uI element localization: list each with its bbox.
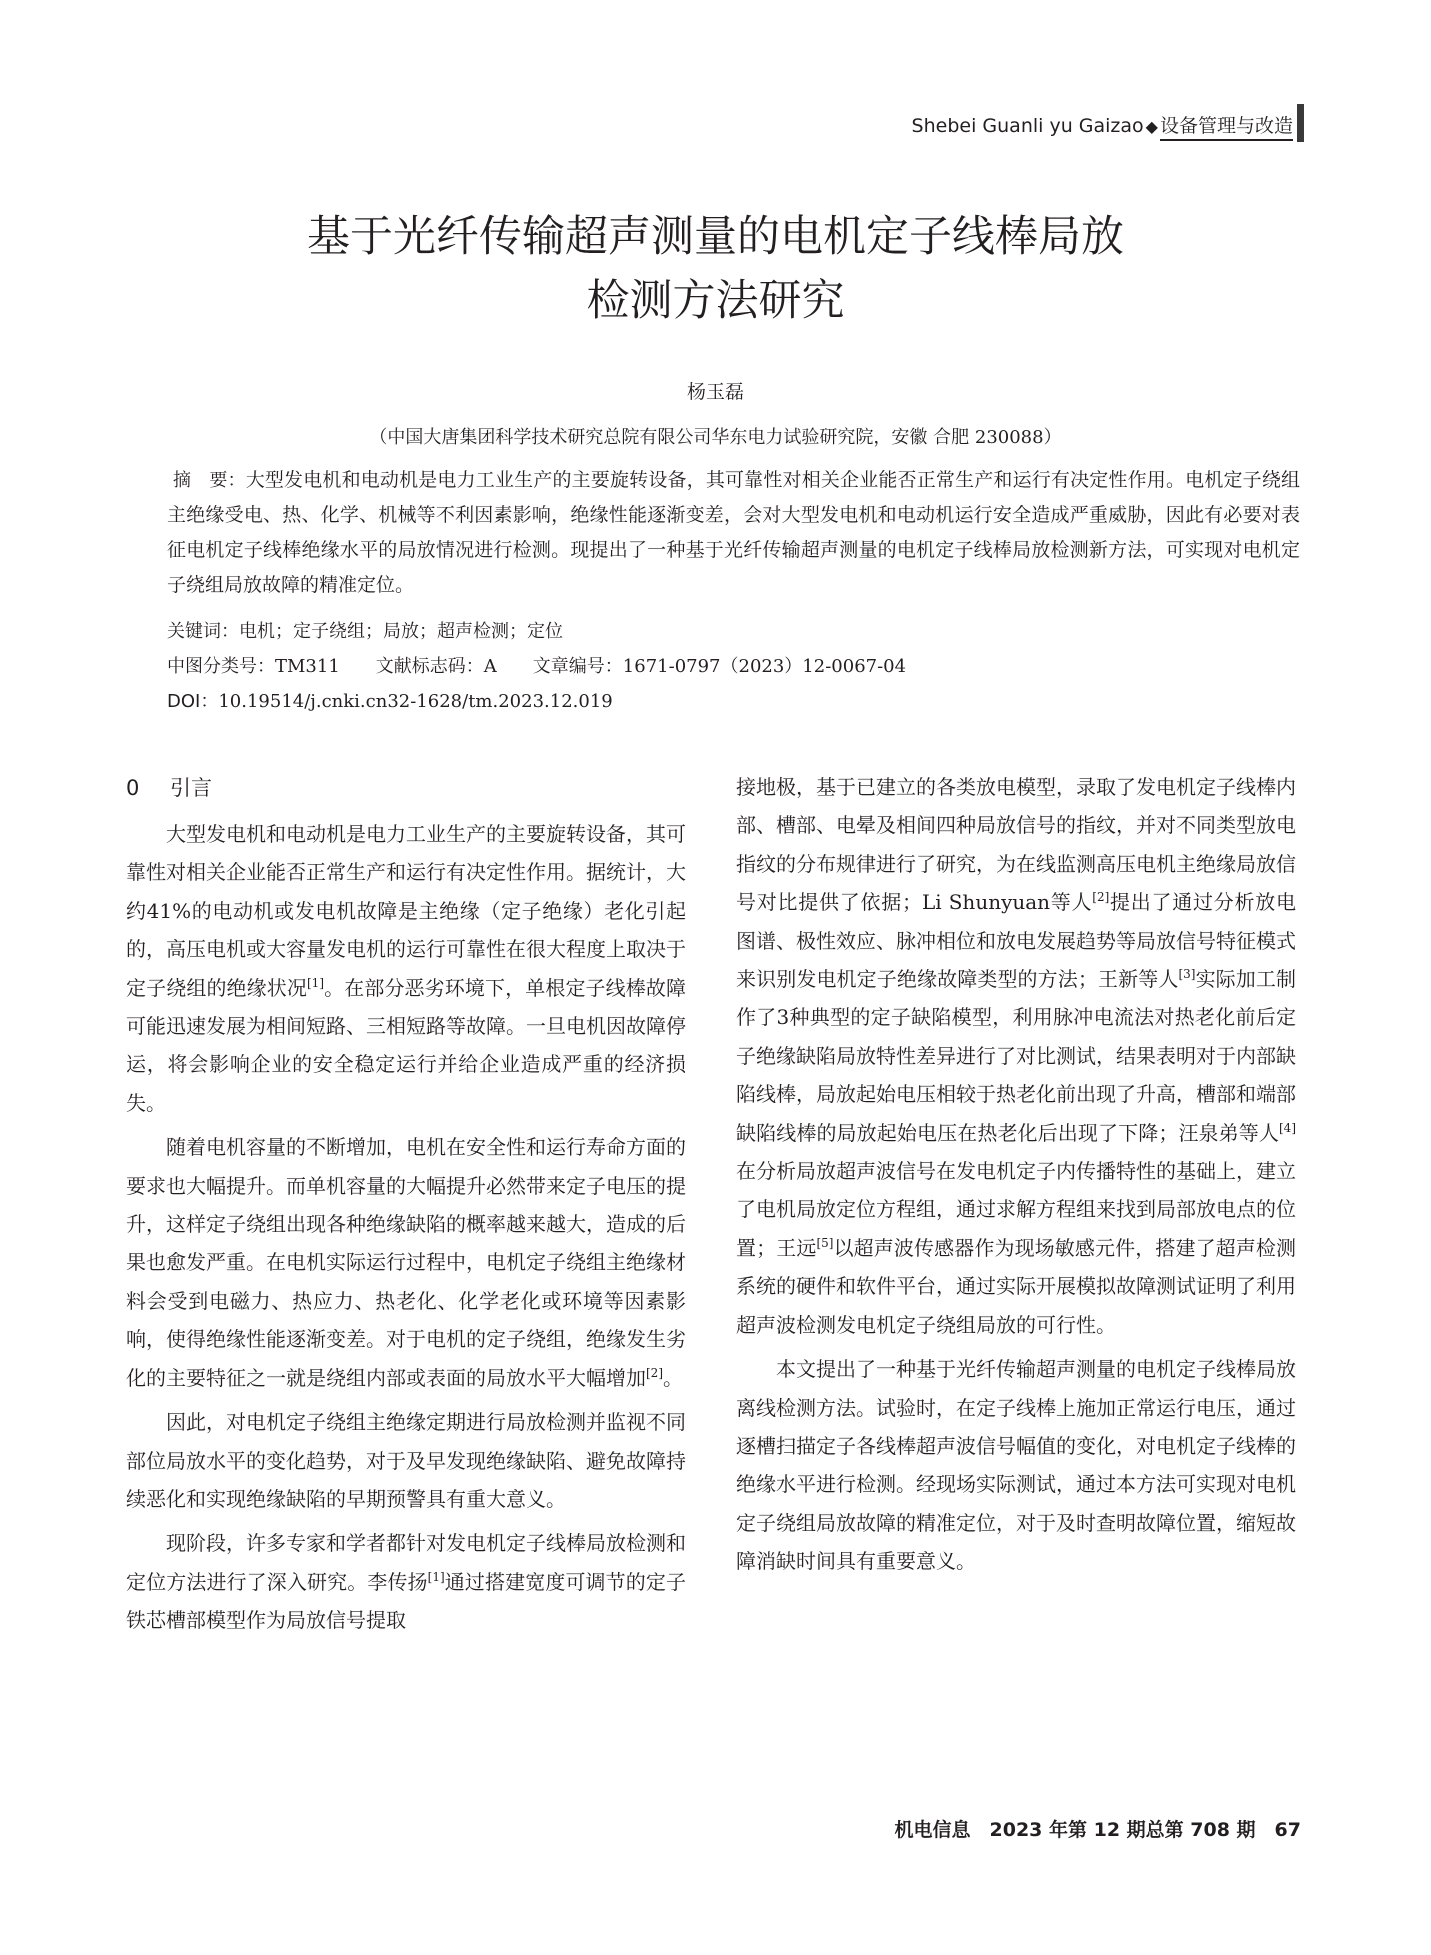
diamond-icon: ◆ — [1145, 116, 1158, 136]
paragraph-text: 接地极，基于已建立的各类放电模型，录取了发电机定子线棒内部、槽部、电晕及相间四种局放信号的指纹，并对不同类型放电指纹的分布规律进行了研究，为在线监测高压电机主绝缘局放信号对比提供了依据；Li Shunyuan等人 — [736, 775, 1296, 915]
keywords-text: 电机；定子绕组；局放；超声检测；定位 — [239, 621, 563, 642]
citation: [4] — [1279, 1120, 1296, 1135]
classification-line — [167, 652, 906, 678]
paragraph: 本文提出了一种基于光纤传输超声测量的电机定子线棒局放离线检测方法。试验时，在定子线棒上施加正常运行电压，通过逐槽扫描定子各线棒超声波信号幅值的变化，对电机定子线棒的绝缘水平进行检测。经现场实际测试，通过本方法可实现对电机定子绕组局放故障的精准定位，对于及时查明故障位置，缩短故障消缺时间具有重要意义。 — [736, 1357, 1296, 1574]
paragraph: 因此，对电机定子绕组主绝缘定期进行局放检测并监视不同部位局放水平的变化趋势，对于及早发现绝缘缺陷、避免故障持续恶化和实现绝缘缺陷的早期预警具有重大意义。 — [126, 1410, 686, 1511]
title-line-2: 检测方法研究 — [586, 276, 845, 326]
page-footer: 机电信息 2023 年第 12 期总第 708 期 67 — [894, 1819, 1301, 1841]
doi-label: DOI： — [167, 691, 219, 712]
abstract-label: 摘 要： — [173, 470, 246, 491]
body-column-right — [736, 768, 1296, 1587]
clc-label: 中图分类号： — [167, 656, 275, 677]
doc-code-label: 文献标志码： — [375, 656, 484, 677]
abstract-text: 大型发电机和电动机是电力工业生产的主要旋转设备，其可靠性对相关企业能否正常生产和运行有决定性作用。电机定子绕组主绝缘受电、热、化学、机械等不利因素影响，绝缘性能逐渐变差，会对大型发电机和电动机运行安全造成严重威胁，因此有必要对表征电机定子线棒绝缘水平的局放情况进行检测。现提出了一种基于光纤传输超声测量的电机定子线棒局放检测新方法，可实现对电机定子绕组局放故障的精准定位。 — [167, 469, 1301, 596]
paragraph-text: 提出了通过分析放电图谱、极性效应、脉冲相位和放电发展趋势等局放信号特征模式来识别发电机定子绝缘故障类型的方法；王新等人 — [736, 890, 1296, 992]
section-number: 0 — [126, 776, 140, 800]
paragraph-text: 在分析局放超声波信号在发电机定子内传播特性的基础上，建立了电机局放定位方程组，通过求解方程组来找到局部放电点的位置；王远 — [736, 1159, 1296, 1260]
clc-value: TM311 — [275, 656, 340, 677]
paragraph-text: 大型发电机和电动机是电力工业生产的主要旋转设备，其可靠性对相关企业能否正常生产和运行有决定性作用。据统计，大约41%的电动机或发电机故障是主绝缘（定子绝缘）老化引起的，高压电机或大容量发电机的运行可靠性在很大程度上取决于定子绕组的绝缘状况 — [126, 822, 686, 1000]
paragraph-text: 以超声波传感器作为现场敏感元件，搭建了超声检测系统的硬件和软件平台，通过实际开展模拟故障测试证明了利用超声波检测发电机定子绕组局放的可行性。 — [736, 1235, 1297, 1337]
doc-code-value: A — [483, 656, 497, 677]
paragraph-text: 。 — [663, 1365, 683, 1390]
paragraph — [736, 768, 1296, 1344]
header-bar-decoration — [1297, 104, 1304, 142]
paragraph-text: 现阶段，许多专家和学者都针对发电机定子线棒局放检测和定位方法进行了深入研究。李传扬 — [126, 1531, 686, 1594]
paragraph — [126, 1524, 686, 1639]
citation: [2] — [646, 1365, 663, 1380]
title-line-1: 基于光纤传输超声测量的电机定子线棒局放 — [307, 212, 1124, 262]
abstract — [167, 463, 1300, 603]
paragraph — [126, 815, 686, 1122]
section-heading — [126, 767, 686, 809]
citation: [5] — [816, 1235, 834, 1250]
paragraph-text: 通过搭建宽度可调节的定子铁芯槽部模型作为局放信号提取 — [126, 1569, 687, 1633]
section-title: 引言 — [170, 776, 212, 800]
keywords — [167, 617, 563, 643]
journal-name-cn: 设备管理与改造 — [1160, 111, 1293, 141]
keywords-label: 关键词： — [167, 621, 239, 642]
journal-pinyin: Shebei Guanli yu Gaizao — [911, 115, 1144, 137]
running-head — [912, 111, 1293, 141]
citation: [2] — [1092, 890, 1110, 905]
paragraph-text: 随着电机容量的不断增加，电机在安全性和运行寿命方面的要求也大幅提升。而单机容量的大幅提升必然带来定子电压的提升，这样定子绕组出现各种绝缘缺陷的概率越来越大，造成的后果也愈发严重。在电机实际运行过程中，电机定子绕组主绝缘材料会受到电磁力、热应力、热老化、化学老化或环境等因素影响，使得绝缘性能逐渐变差。对于电机的定子绕组，绝缘发生劣化的主要特征之一就是绕组内部或表面的局放水平大幅增加 — [126, 1135, 686, 1390]
article-number-label: 文章编号： — [532, 656, 623, 677]
body-column-left — [126, 767, 686, 1646]
article-title — [0, 205, 1431, 333]
paragraph-text: 。在部分恶劣环境下，单根定子线棒故障可能迅速发展为相间短路、三相短路等故障。一旦电机因故障停运，将会影响企业的安全稳定运行并给企业造成严重的经济损失。 — [126, 975, 686, 1115]
affiliation: （中国大唐集团科学技术研究总院有限公司华东电力试验研究院，安徽 合肥 230088） — [369, 427, 1062, 448]
citation: [1] — [427, 1569, 445, 1584]
author: 杨玉磊 — [686, 381, 744, 403]
paragraph — [126, 1128, 686, 1397]
doi-value: 10.19514/j.cnki.cn32-1628/tm.2023.12.019 — [218, 691, 613, 712]
article-number-value: 1671-0797（2023）12-0067-04 — [622, 656, 907, 677]
paragraph-text: 实际加工制作了3种典型的定子缺陷模型，利用脉冲电流法对热老化前后定子绝缘缺陷局放特性差异进行了对比测试，结果表明对于内部缺陷线棒，局放起始电压相较于热老化前出现了升高，槽部和端部缺陷线棒的局放起始电压在热老化后出现了下降；汪泉弟等人 — [736, 967, 1297, 1145]
doi-line — [167, 687, 613, 713]
citation: [1] — [307, 975, 324, 990]
citation: [3] — [1178, 967, 1196, 982]
